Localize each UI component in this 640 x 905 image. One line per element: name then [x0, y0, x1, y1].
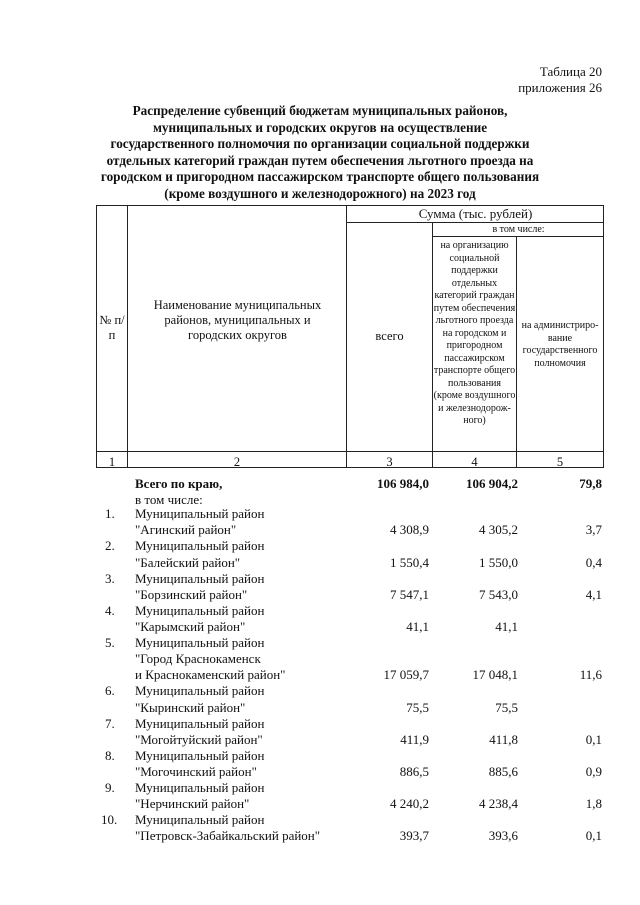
caption-table-number: Таблица 20 [539, 64, 602, 79]
total-value-admin: 79,8 [579, 476, 602, 491]
row-value-total: 75,5 [406, 700, 429, 715]
row-value-admin: 1,8 [585, 796, 602, 811]
row-value-admin: 4,1 [585, 587, 602, 602]
row-name-line2: "Кыринский район" [135, 700, 246, 715]
row-value-social: 4 305,2 [479, 522, 518, 537]
row-name-line1: Муниципальный район [135, 635, 265, 650]
row-number: 10. [101, 812, 118, 827]
header-col-social: на организацию социальной поддержки отдельных категорий граждан путем обеспечения льготного проезда на городском и пригородном пассажирском транспорте общего пользования (кроме воздушного и железнодорож-ного) [433, 240, 516, 426]
row-value-total: 393,7 [399, 828, 429, 843]
header-col-no: № п/п [99, 313, 125, 342]
header-sum: Сумма (тыс. рублей) [418, 206, 533, 221]
table-title: Распределение субвенций бюджетам муниципальных районов, муниципальных и городских округов на осуществление государственного полномочия по организации социальной поддержки отдельных категорий граждан путем обеспечения льготного проезда на городском и пригородном пассажирском транспорте общего пользования (кроме воздушного и железнодорожного) на 2023 год [100, 103, 540, 201]
row-value-social: 7 543,0 [479, 587, 518, 602]
column-number-3: 3 [386, 455, 393, 469]
row-name-line1: Муниципальный район [135, 780, 265, 795]
row-value-admin: 0,9 [585, 764, 602, 779]
row-name-line1: Муниципальный район [135, 506, 265, 521]
row-name-line2: "Нерчинский район" [135, 796, 250, 811]
row-name-line1: Муниципальный район [135, 716, 265, 731]
row-name-line2: "Карымский район" [135, 619, 246, 634]
including-label: в том числе: [135, 492, 203, 507]
row-value-total: 17 059,7 [383, 667, 429, 682]
row-name-line2: "Могочинский район" [135, 764, 257, 779]
row-name-line1: Муниципальный район [135, 603, 265, 618]
row-value-social: 41,1 [495, 619, 518, 634]
row-number: 4. [105, 603, 115, 618]
header-col-name: Наименование муниципальных районов, муниципальных и городских округов [153, 298, 322, 342]
caption-appendix: приложения 26 [518, 80, 602, 95]
row-value-social: 4 238,4 [479, 796, 518, 811]
row-name-line3: и Краснокаменский район" [135, 667, 286, 682]
row-name-line1: Муниципальный район [135, 683, 265, 698]
row-value-social: 393,6 [488, 828, 518, 843]
header-including: в том числе: [492, 224, 545, 235]
header-right-border [603, 205, 604, 468]
row-number: 7. [105, 716, 115, 731]
row-value-admin: 0,1 [585, 732, 602, 747]
row-value-total: 41,1 [406, 619, 429, 634]
column-number-1: 1 [108, 455, 116, 469]
header-col-total: всего [375, 329, 404, 343]
row-name-line2: "Агинский район" [135, 522, 237, 537]
row-name-line1: Муниципальный район [135, 571, 265, 586]
row-value-total: 886,5 [399, 764, 429, 779]
header-col-admin: на администриро-вание государственного полномочия [521, 320, 599, 369]
row-value-admin: 0,4 [585, 555, 602, 570]
row-value-total: 411,9 [400, 732, 429, 747]
row-name-line1: Муниципальный район [135, 812, 265, 827]
row-number: 5. [105, 635, 115, 650]
header-sum-underline [346, 222, 604, 223]
row-name-line2: "Город Краснокаменск [135, 651, 261, 666]
row-name-line2: "Могойтуйский район" [135, 732, 263, 747]
column-number-4: 4 [471, 455, 478, 469]
row-value-total: 1 550,4 [390, 555, 429, 570]
row-number: 1. [105, 506, 115, 521]
row-value-admin: 0,1 [585, 828, 602, 843]
row-value-social: 1 550,0 [479, 555, 518, 570]
row-value-social: 17 048,1 [472, 667, 518, 682]
table-caption [518, 64, 602, 96]
row-name-line2: "Петровск-Забайкальский район" [135, 828, 321, 843]
row-value-total: 4 240,2 [390, 796, 429, 811]
row-value-social: 885,6 [488, 764, 518, 779]
column-number-5: 5 [556, 455, 564, 469]
row-name-line1: Муниципальный район [135, 538, 265, 553]
row-number: 3. [105, 571, 115, 586]
header-bottom-border [96, 451, 604, 452]
row-name-line2: "Борзинский район" [135, 587, 248, 602]
total-value-social: 106 904,2 [466, 476, 518, 491]
row-value-social: 411,8 [489, 732, 518, 747]
row-value-admin: 3,7 [585, 522, 602, 537]
row-value-social: 75,5 [495, 700, 518, 715]
total-label: Всего по краю, [135, 476, 223, 491]
row-number: 8. [105, 748, 115, 763]
row-number: 9. [105, 780, 115, 795]
row-number: 2. [105, 538, 115, 553]
row-value-total: 7 547,1 [390, 587, 429, 602]
row-number: 6. [105, 683, 115, 698]
header-divider-no [127, 205, 128, 468]
row-name-line1: Муниципальный район [135, 748, 265, 763]
total-value-all: 106 984,0 [377, 476, 429, 491]
row-name-line2: "Балейский район" [135, 555, 241, 570]
row-value-total: 4 308,9 [390, 522, 429, 537]
row-value-admin: 11,6 [579, 667, 602, 682]
column-number-2: 2 [233, 455, 241, 469]
